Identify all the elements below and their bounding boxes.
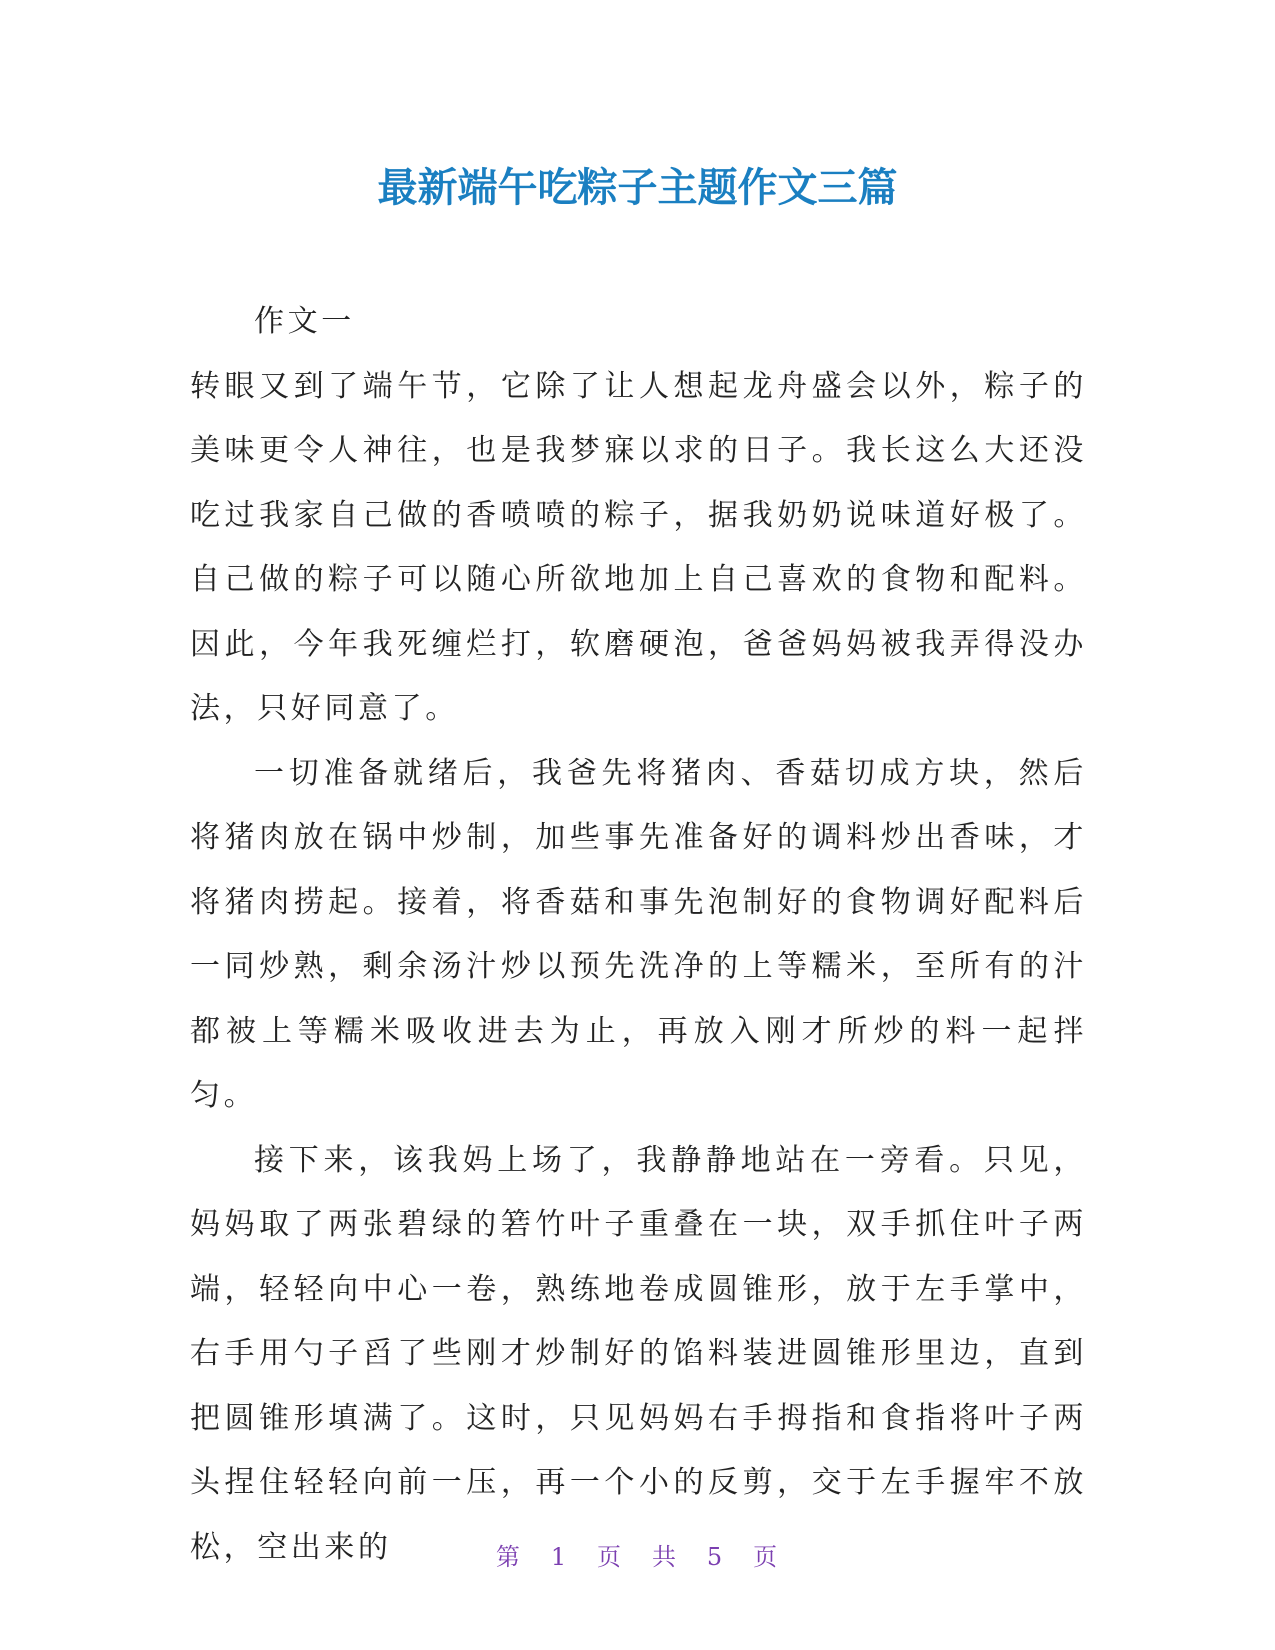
document-body bbox=[190, 290, 1087, 1580]
footer-total-unit: 页 bbox=[753, 1543, 780, 1571]
footer-total-pages: 5 bbox=[706, 1543, 725, 1571]
paragraph: 接下来，该我妈上场了，我静静地站在一旁看。只见，妈妈取了两张碧绿的箬竹叶子重叠在一块，双手抓住叶子两端，轻轻向中心一卷，熟练地卷成圆锥形，放于左手掌中，右手用勺子舀了些刚才炒制好的馅料装进圆锥形里边，直到把圆锥形填满了。这时，只见妈妈右手拇指和食指将叶子两头捏住轻轻向前一压，再一个小的反剪，交于左手握牢不放松，空出来的 bbox=[190, 1142, 1087, 1565]
footer-page-unit: 页 bbox=[597, 1543, 624, 1571]
section-heading: 作文一 bbox=[254, 304, 355, 339]
footer-total-label: 共 bbox=[651, 1543, 678, 1571]
page-footer bbox=[0, 1540, 1275, 1574]
footer-page-label: 第 bbox=[495, 1543, 522, 1571]
paragraph: 转眼又到了端午节，它除了让人想起龙舟盛会以外，粽子的美味更令人神往，也是我梦寐以求的日子。我长这么大还没吃过我家自己做的香喷喷的粽子，据我奶奶说味道好极了。自己做的粽子可以随心所欲地加上自己喜欢的食物和配料。因此，今年我死缠烂打，软磨硬泡，爸爸妈妈被我弄得没办法，只好同意了。 bbox=[190, 368, 1087, 726]
document-title: 最新端午吃粽子主题作文三篇 bbox=[377, 165, 898, 211]
footer-current-page: 1 bbox=[550, 1543, 569, 1571]
paragraph: 一切准备就绪后，我爸先将猪肉、香菇切成方块，然后将猪肉放在锅中炒制，加些事先准备好的调料炒出香味，才将猪肉捞起。接着，将香菇和事先泡制好的食物调好配料后一同炒熟，剩余汤汁炒以预先洗净的上等糯米，至所有的汁都被上等糯米吸收进去为止，再放入刚才所炒的料一起拌匀。 bbox=[190, 755, 1087, 1113]
